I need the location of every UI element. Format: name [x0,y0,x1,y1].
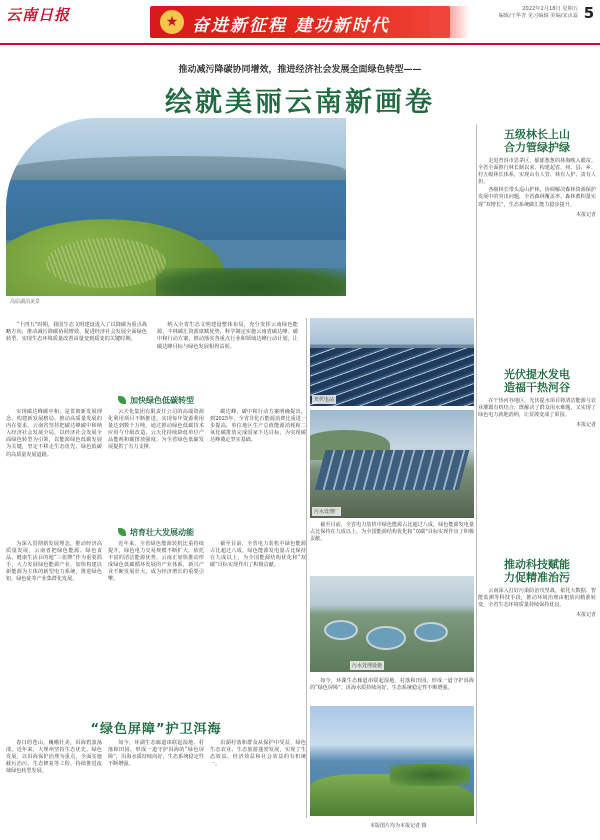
water-facility-photo [310,576,474,672]
article-col-3: 截至目前，全省电力装机中绿色能源占比超过八成，绿色能源发电量占比保持在九成以上，为全国能源结构优化和“双碳”目标实现作出了积极贡献。 [210,541,306,569]
leaf-icon [118,528,126,536]
photo-credit: 本版图片均为本报记者 摄 [370,823,427,829]
hero-trees [156,268,346,296]
solar-farm-photo [310,318,474,406]
photo-caption: 污水处理厂 [314,509,340,515]
article-col-2: 近年来，全省绿色能源装机比重持续提升，绿色电力交易规模不断扩大。依托丰富的清洁能源优势，云南正加快推动形成绿色低碳循环发展的产业体系，新兴产业不断发展壮大，成为经济增长的重要引擎。 [108,541,204,583]
sidebar-title-text: 光伏提水发电 造福干热河谷 [504,367,570,394]
column-divider [476,124,477,824]
article-col-2: 如今，环湖生态廊道串联起湿地、村落和田园，形成一道守护洱海的“绿色屏障”，洱海水质持续向好，生态系统稳定性不断增强。 [108,740,204,768]
photo-tank [324,620,358,640]
photo-tank [366,626,406,650]
mid-article [310,522,474,543]
byline: 本报记者 [575,612,596,619]
sidebar-paragraph: 各级林长带头巡山护林、协调解决森林资源保护发展中的突出问题，全省森林覆盖率、森林蓄积量实现“双增长”，生态系统碳汇能力稳步提升。 [478,187,596,208]
masthead-divider [0,43,600,45]
hero-caption: 高原湖泊美景 [10,299,41,305]
right-column [478,128,596,618]
sidebar-title-tech [478,558,596,584]
article-col-1: 春日的苍山，巍峨壮美，洱海碧波荡漾。近年来，大理州坚持生态优先、绿色发展，以洱海保护治理为重点，全面实施截污治污、生态修复等工程，持续推进流域绿色转型发展。 [6,740,102,775]
byline: 本报记者 [575,421,596,428]
section-growth-momentum [6,526,306,584]
article-col-1: 为深入贯彻新发展理念，推动经济高质量发展，云南省把绿色能源、绿色食品、健康生活目的地“三张牌”作为重要抓手，大力发展绿色能源产业，加快构建以新能源为主体的新型电力系统，推进绿色铝、绿色硅等产业集群化发展。 [6,541,102,583]
photo-roof [315,450,470,490]
section-title: 培育壮大发展动能 [130,527,194,537]
article-col-3: 沿湖村落和群众从保护中受益，绿色生态农业、生态旅游蓬勃发展，实现了生态效益、经济效益和社会效益的有机统一。 [210,740,306,768]
leaf-icon [118,396,126,404]
sidebar-title-text: 推动科技赋能 力促精准治污 [504,557,570,584]
photo-caption: 光伏电站 [314,397,335,403]
sidebar-title-text: 五级林长上山 合力管绿护绿 [504,128,570,154]
section-banner [150,6,450,38]
editor-line: 编辑/王华青 见习编辑 美编/宋贞霖 [498,13,578,19]
sidebar-body: 在干热河谷地区，光伏提水项目将清洁能源与农业灌溉有机结合，既解决了群众用水难题，又实现了绿色电力就地消纳，让荒坡变成了果园。 [478,397,596,418]
sidebar-body: 云南深入打好污染防治攻坚战，依托大数据、智能监测等科技手段，推动环境治理由粗放向精准转变，全省生态环境质量持续保持优良。 [478,587,596,609]
intro-col-2: 纳入全省生态文明建设整体布局，充分发挥云南绿色能源、丰林碳汇资源禀赋优势，科学制定实施云南省碳达峰、碳中和行动方案，推动落实各重点行业和领域达峰行动计划，让碳达峰目标与绿色发展相得益彰。 [157,322,298,350]
column-divider [306,318,307,818]
sidebar-title-solar-water [478,368,596,394]
intro-col-1: “十四五”时期，我国生态文明建设进入了以降碳为重点战略方向、推动减污降碳协同增效、促进经济社会发展全面绿色转型、实现生态环境质量改善由量变到质变的关键时期。 [6,322,147,343]
masthead [0,0,600,44]
section-heading [6,394,306,406]
article-col-3: 碳达峰、碳中和行动方案明确提出，到2025年，全省非化石能源消费比重进一步提高，单位地区生产总值能源消耗和二氧化碳排放完成国家下达目标，为实现碳达峰奠定坚实基础。 [210,409,306,444]
hero-reeds [46,238,166,288]
mid-article-body: 截至目前，全省电力装机中绿色能源占比超过八成，绿色能源发电量占比保持在九成以上，为全国能源结构优化和“双碳”目标实现作出了积极贡献。 [310,522,474,543]
newspaper-logo: 云南日报 [6,6,71,24]
headline-kicker: 推动减污降碳协同增效，推进经济社会发展全面绿色转型—— [178,65,422,75]
section-green-transition [6,394,306,459]
sidebar-title-forest-chief [478,128,596,154]
mid-article-2-body: 如今，环湖生态廊道串联起湿地、村落和田园，形成一道守护洱海的“绿色屏障”，洱海水质持续向好，生态系统稳定性不断增强。 [310,678,474,692]
mid-article-2 [310,678,474,692]
photo-caption: 污水处理设施 [352,663,383,669]
article-col-2: 云天化集团有限责任公司的高端资源化利用项目不断推进，实现每年资源利用量达到数千万吨。通过推动绿色低碳技术应用与升级改造，云天化持续降低单位产品能耗和碳排放强度，为全省绿色低碳发展提供了有力支撑。 [108,409,204,451]
party-emblem-icon: ★ [160,10,184,34]
sidebar-paragraph: 走进普洱市思茅区，郁郁葱葱的林海映入眼帘。全省全面推行林长制以来，构建起省、州、县、乡、村五级林长体系，实现山有人管、林有人护、责有人担。 [478,158,596,186]
section-heading [6,526,306,538]
intro-text [6,322,298,382]
banner-title: 奋进新征程 建功新时代 [192,16,390,36]
byline: 本报记者 [575,211,596,218]
photo-tank [414,622,448,642]
lake-photo [310,706,474,816]
sidebar-body [478,158,596,209]
treatment-plant-photo [310,410,474,518]
photo-trees [390,764,470,786]
date-line: 2022年2月18日 星期五 [522,6,578,12]
section-title: 加快绿色低碳转型 [130,395,194,405]
page-title: 绘就美丽云南新画卷 [165,87,435,118]
section-title: “绿色屏障”护卫洱海 [90,722,222,737]
page-number: 5 [583,4,595,22]
article-col-1: 实现碳达峰碳中和，是贯彻新发展理念、构建新发展格局、推动高质量发展的内在要求。云南省坚持把碳达峰碳中和纳入经济社会发展全局，以经济社会发展全面绿色转型为引领，以能源绿色低碳发展为关键，坚定不移走生态优先、绿色低碳的高质量发展道路。 [6,409,102,458]
publication-info [499,6,578,20]
section-erhai-protection [6,718,306,775]
hero-photo [6,118,346,296]
